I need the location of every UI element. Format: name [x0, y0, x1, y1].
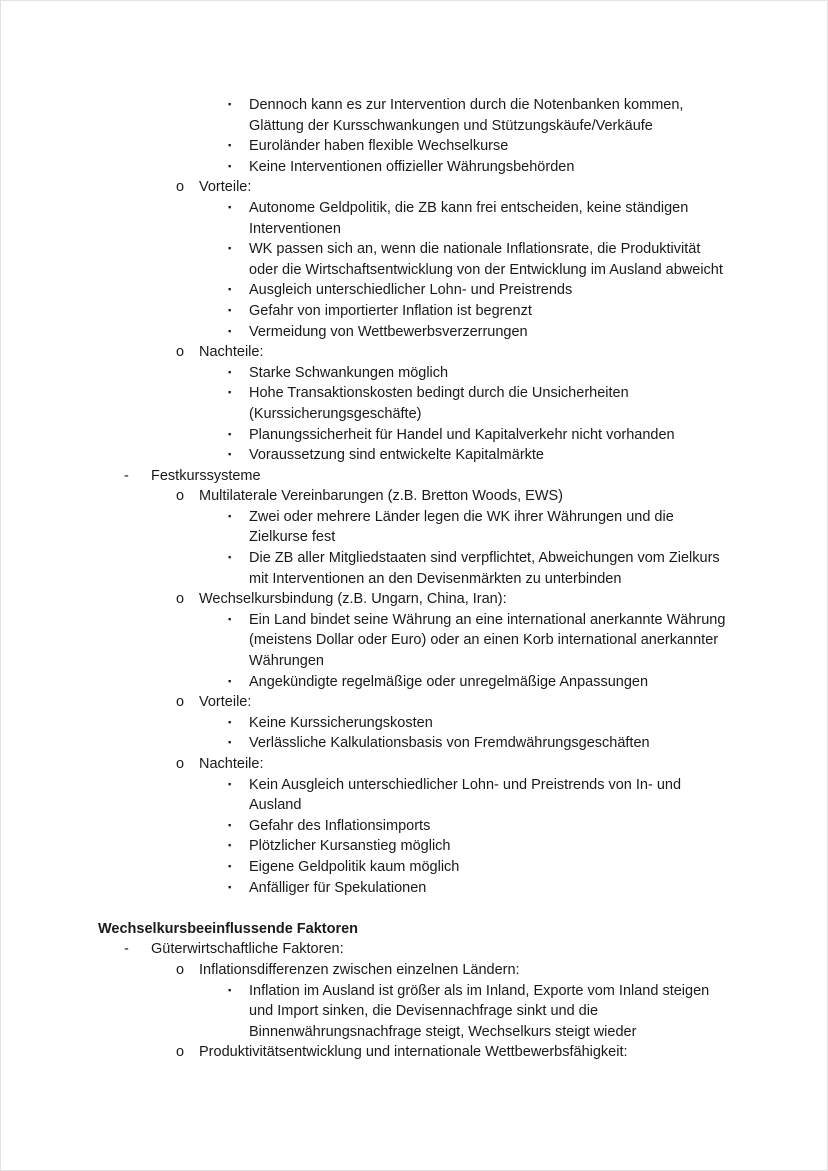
square-bullet-icon: ▪	[228, 737, 232, 749]
square-bullet-icon: ▪	[228, 860, 232, 872]
list-item-text: Vorteile:	[199, 694, 252, 711]
list-item	[98, 342, 730, 363]
list-item	[98, 177, 730, 198]
list-item	[98, 857, 730, 878]
list-item	[98, 280, 730, 301]
list-item-text: Produktivitätsentwicklung und internationale Wettbewerbsfähigkeit:	[199, 1044, 628, 1061]
list-item	[98, 548, 730, 589]
list-item	[98, 589, 730, 610]
circle-bullet-icon: o	[176, 179, 185, 196]
list-item	[98, 301, 730, 322]
square-bullet-icon: ▪	[228, 428, 232, 440]
circle-bullet-icon: o	[176, 344, 185, 361]
list-item	[98, 939, 730, 960]
list-item	[98, 486, 730, 507]
square-bullet-icon: ▪	[228, 819, 232, 831]
list-item-text: Hohe Transaktionskosten bedingt durch die Unsicherheiten (Kurssicherungsgeschäfte)	[249, 385, 629, 422]
list-item	[98, 692, 730, 713]
dash-bullet-icon: -	[124, 941, 129, 958]
square-bullet-icon: ▪	[228, 778, 232, 790]
section-heading: Wechselkursbeeinflussende Faktoren	[98, 920, 359, 937]
square-bullet-icon: ▪	[228, 675, 232, 687]
list-item-text: Gefahr des Inflationsimports	[249, 817, 431, 834]
list-item	[98, 445, 730, 466]
list-item-text: Vermeidung von Wettbewerbsverzerrungen	[249, 323, 528, 340]
square-bullet-icon: ▪	[228, 325, 232, 337]
list-item-text: Ausgleich unterschiedlicher Lohn- und Preistrends	[249, 282, 573, 299]
list-item-text: Keine Kurssicherungskosten	[249, 714, 433, 731]
square-bullet-icon: ▪	[228, 510, 232, 522]
circle-bullet-icon: o	[176, 1044, 185, 1061]
list-item-text: Multilaterale Vereinbarungen (z.B. Bretton Woods, EWS)	[199, 488, 564, 505]
square-bullet-icon: ▪	[228, 984, 232, 996]
list-item-text: Wechselkursbindung (z.B. Ungarn, China, Iran):	[199, 591, 507, 608]
list-item	[98, 322, 730, 343]
list-item	[98, 981, 730, 1043]
list-item-text: Autonome Geldpolitik, die ZB kann frei entscheiden, keine ständigen Interventionen	[249, 199, 689, 237]
circle-bullet-icon: o	[176, 694, 185, 711]
list-item-text: Nachteile:	[199, 344, 264, 361]
list-item	[98, 960, 730, 981]
list-item	[98, 713, 730, 734]
list-item	[98, 466, 730, 487]
list-item	[98, 816, 730, 837]
list-item	[98, 878, 730, 899]
list-item-text: Voraussetzung sind entwickelte Kapitalmärkte	[249, 447, 544, 464]
square-bullet-icon: ▪	[228, 201, 232, 213]
list-item	[98, 507, 730, 548]
list-item-text: Keine Interventionen offizieller Währungsbehörden	[249, 158, 575, 175]
square-bullet-icon: ▪	[228, 160, 232, 172]
list-item-text: Die ZB aller Mitgliedstaaten sind verpflichtet, Abweichungen vom Zielkurs mit Interventionen an den Devisenmärkten zu unterbinden	[249, 550, 720, 587]
list-item-text: Ein Land bindet seine Währung an eine international anerkannte Währung (meistens Dollar oder Euro) oder an einen Korb international anerkannter Währungen	[249, 611, 726, 670]
list-item-text: Starke Schwankungen möglich	[249, 364, 449, 381]
list-item	[98, 672, 730, 693]
list-item	[98, 733, 730, 754]
list-item-text: Festkurssysteme	[151, 467, 261, 484]
list-item-text: Gefahr von importierter Inflation ist begrenzt	[249, 302, 532, 319]
list-item	[98, 136, 730, 157]
list-item	[98, 363, 730, 384]
square-bullet-icon: ▪	[228, 243, 232, 255]
list-item-text: Inflation im Ausland ist größer als im Inland, Exporte vom Inland steigen und Import sinken, die Devisennachfrage sinkt und die Binnenwährungsnachfrage steigt, Wechselkurs steigt wieder	[249, 982, 710, 1040]
list-item	[98, 239, 730, 280]
list-item	[98, 775, 730, 816]
list-item	[98, 95, 730, 136]
circle-bullet-icon: o	[176, 961, 185, 978]
list-item	[98, 198, 730, 239]
list-item-text: Dennoch kann es zur Intervention durch die Notenbanken kommen, Glättung der Kursschwankungen und Stützungskäufe/Verkäufe	[249, 97, 684, 134]
square-bullet-icon: ▪	[228, 881, 232, 893]
list-item	[98, 425, 730, 446]
circle-bullet-icon: o	[176, 488, 185, 505]
square-bullet-icon: ▪	[228, 840, 232, 852]
list-item	[98, 1042, 730, 1063]
list-item-text: Planungssicherheit für Handel und Kapitalverkehr nicht vorhanden	[249, 426, 675, 443]
square-bullet-icon: ▪	[228, 284, 232, 296]
square-bullet-icon: ▪	[228, 552, 232, 564]
list-item-text: WK passen sich an, wenn die nationale Inflationsrate, die Produktivität oder die Wirtschaftsentwicklung von der Entwicklung im Ausland abweicht	[249, 241, 723, 278]
list-item-text: Güterwirtschaftliche Faktoren:	[151, 941, 344, 958]
list-item-text: Nachteile:	[199, 756, 264, 772]
list-item-text: Angekündigte regelmäßige oder unregelmäßige Anpassungen	[249, 673, 649, 690]
dash-bullet-icon: -	[124, 467, 129, 484]
list-item-text: Vorteile:	[199, 179, 252, 196]
square-bullet-icon: ▪	[228, 304, 232, 316]
circle-bullet-icon: o	[176, 591, 185, 608]
square-bullet-icon: ▪	[228, 387, 232, 399]
document-content	[98, 95, 730, 1063]
square-bullet-icon: ▪	[228, 366, 232, 378]
list-item-text: Verlässliche Kalkulationsbasis von Fremdwährungsgeschäften	[249, 735, 650, 752]
list-item-text: Zwei oder mehrere Länder legen die WK ihrer Währungen und die Zielkurse fest	[249, 508, 674, 546]
square-bullet-icon: ▪	[228, 613, 232, 625]
list-item	[98, 836, 730, 857]
square-bullet-icon: ▪	[228, 140, 232, 152]
list-item	[98, 610, 730, 672]
list-item-text: Anfälliger für Spekulationen	[249, 879, 427, 896]
list-item	[98, 157, 730, 178]
list-item-text: Euroländer haben flexible Wechselkurse	[249, 138, 509, 155]
list-item-text: Eigene Geldpolitik kaum möglich	[249, 858, 460, 875]
square-bullet-icon: ▪	[228, 716, 232, 728]
list-item-text: Inflationsdifferenzen zwischen einzelnen Ländern:	[199, 961, 520, 978]
list-item-text: Plötzlicher Kursanstieg möglich	[249, 838, 451, 855]
list-item	[98, 754, 730, 775]
square-bullet-icon: ▪	[228, 99, 232, 110]
circle-bullet-icon: o	[176, 756, 185, 772]
square-bullet-icon: ▪	[228, 449, 232, 461]
list-item	[98, 383, 730, 424]
list-item-text: Kein Ausgleich unterschiedlicher Lohn- und Preistrends von In- und Ausland	[249, 776, 682, 814]
